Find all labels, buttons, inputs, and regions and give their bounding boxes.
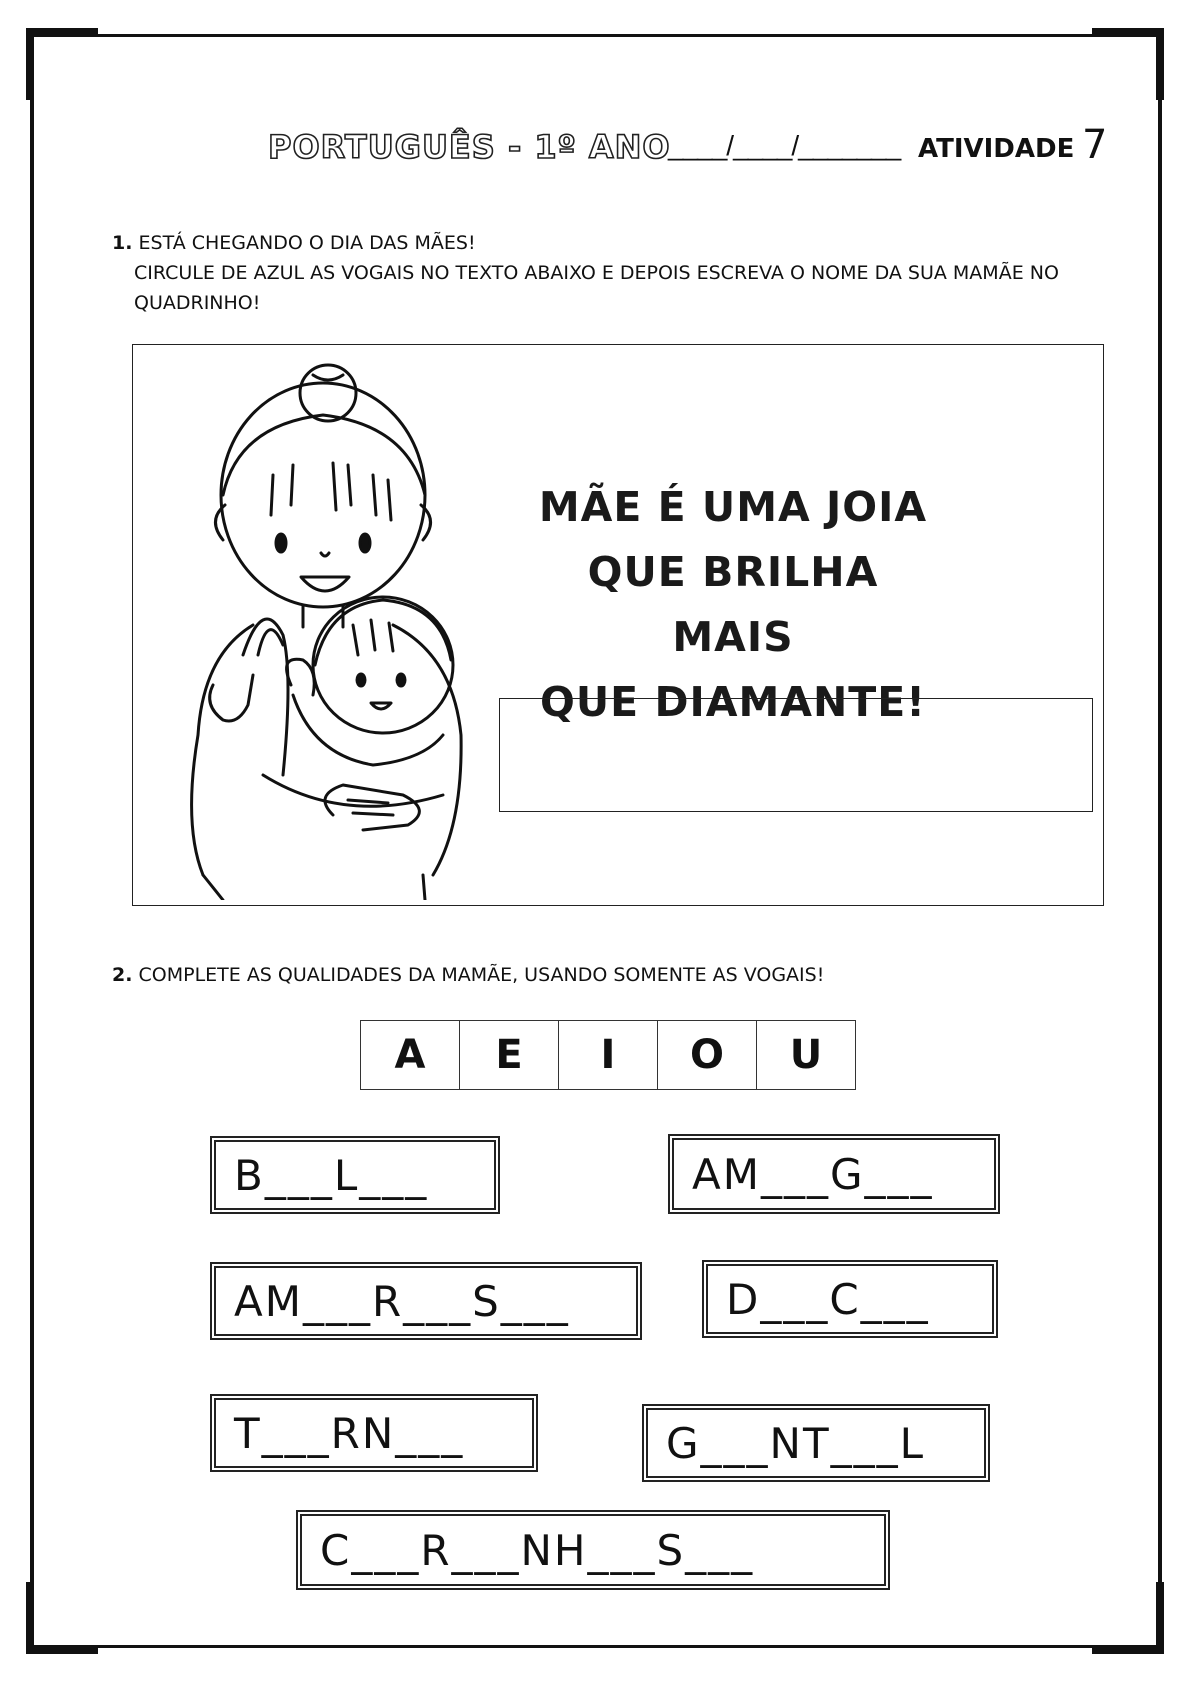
vowel-cell: O: [658, 1021, 757, 1090]
mother-and-baby-illustration: [143, 355, 503, 900]
word-box-7[interactable]: [300, 1514, 886, 1586]
word-box-4[interactable]: [706, 1264, 994, 1334]
activity-label: ATIVIDADE: [918, 134, 1075, 164]
word-text: C___R___NH___S___: [320, 1525, 755, 1575]
word-box-5[interactable]: [214, 1398, 534, 1468]
word-box-1[interactable]: [214, 1140, 496, 1210]
frame-corner-bottom-right: [1092, 1646, 1164, 1654]
mother-name-box[interactable]: [499, 698, 1093, 812]
word-text: B___L___: [234, 1150, 429, 1200]
activity-number: 7: [1082, 122, 1108, 168]
question-1-line-2: CIRCULE DE AZUL AS VOGAIS NO TEXTO ABAIXO E DEPOIS ESCREVA O NOME DA SUA MAMÃE NO: [134, 262, 1059, 284]
frame-corner-top-left-v: [26, 28, 34, 100]
vowel-cell: U: [757, 1021, 856, 1090]
vowel-cell: E: [460, 1021, 559, 1090]
question-2: [112, 964, 824, 986]
word-text: T___RN___: [234, 1408, 465, 1458]
illustration-box: [132, 344, 1104, 906]
quote-line-2: QUE BRILHA MAIS: [587, 548, 879, 661]
word-text: AM___R___S___: [234, 1276, 570, 1326]
mothers-day-quote: [533, 475, 933, 735]
worksheet-header: [0, 120, 1190, 180]
vowel-cell: I: [559, 1021, 658, 1090]
word-box-6[interactable]: [646, 1408, 986, 1478]
vowel-cell: A: [361, 1021, 460, 1090]
question-2-text: COMPLETE AS QUALIDADES DA MAMÃE, USANDO SOMENTE AS VOGAIS!: [138, 964, 825, 986]
word-text: D___C___: [726, 1274, 930, 1324]
quote-line-3: QUE DIAMANTE!: [540, 678, 926, 726]
word-text: G___NT___L: [666, 1418, 926, 1468]
question-1: [112, 228, 1112, 318]
frame-corner-bottom-left: [26, 1646, 98, 1654]
question-1-number: 1.: [112, 232, 133, 254]
frame-corner-bottom-left-v: [26, 1582, 34, 1654]
frame-corner-top-right-v: [1156, 28, 1164, 100]
question-2-number: 2.: [112, 964, 133, 986]
frame-corner-top-right: [1092, 28, 1164, 36]
vowel-table: [360, 1020, 856, 1090]
question-1-line-1: ESTÁ CHEGANDO O DIA DAS MÃES!: [138, 232, 476, 254]
date-field[interactable]: ____/____/_______: [668, 130, 901, 161]
word-box-3[interactable]: [214, 1266, 638, 1336]
word-box-2[interactable]: [672, 1138, 996, 1210]
quote-line-1: MÃE É UMA JOIA: [538, 483, 928, 531]
question-1-line-3: QUADRINHO!: [134, 292, 261, 314]
frame-corner-top-left: [26, 28, 98, 36]
subject-title: PORTUGUÊS - 1º ANO: [268, 128, 671, 166]
frame-corner-bottom-right-v: [1156, 1582, 1164, 1654]
word-text: AM___G___: [692, 1149, 934, 1199]
